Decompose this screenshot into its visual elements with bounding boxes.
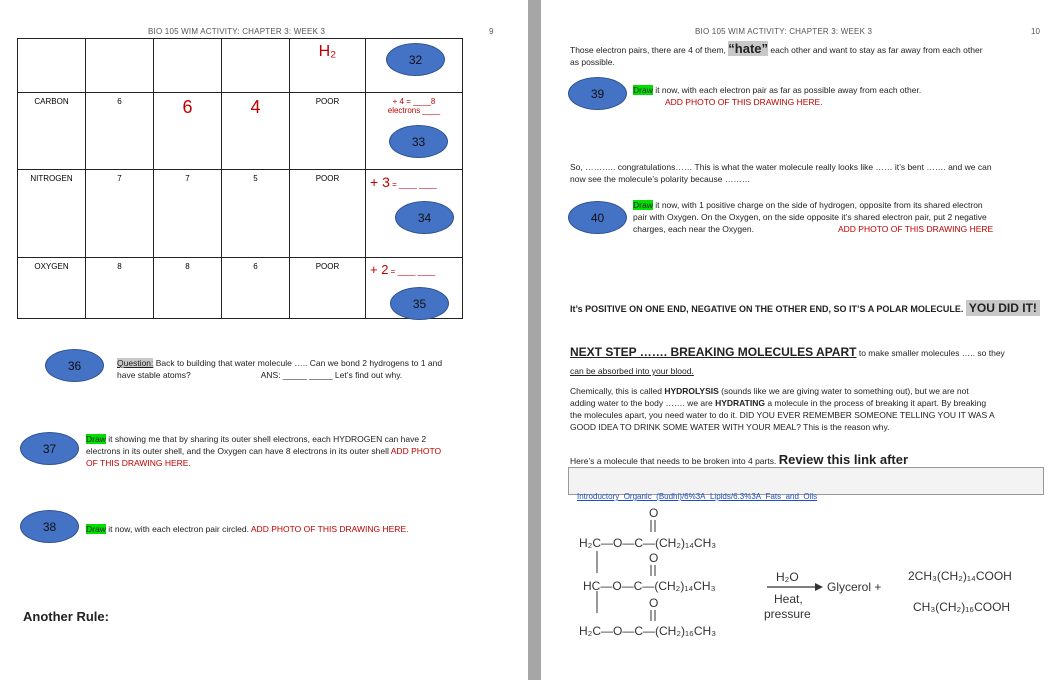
another-rule-heading: Another Rule: xyxy=(23,609,109,624)
table-cell: 7 xyxy=(154,170,222,258)
page-10 xyxy=(541,0,1059,680)
congrats-line2: now see the molecule’s polarity because ……… xyxy=(570,174,751,184)
hydrolysis-line2a: adding water to the body ……. we are xyxy=(570,398,716,408)
question-number-35: 35 xyxy=(390,287,449,320)
hate-word: “hate” xyxy=(728,41,769,56)
element-cell: OXYGEN xyxy=(18,258,86,319)
handwritten-value: 6 xyxy=(182,97,193,117)
table-cell: POOR xyxy=(290,170,366,258)
next-step-sub: to make smaller molecules ….. so they xyxy=(856,348,1005,358)
carbonyl-oxygen: O xyxy=(649,551,659,565)
question-37-line2: electrons in its outer shell, and the Oxygen can have 8 electrons in its outer shell xyxy=(86,446,391,456)
review-link-label: Review this link after xyxy=(778,452,909,467)
hydrolysis-line1a: Chemically, this is called xyxy=(570,386,665,396)
table-cell xyxy=(290,39,366,93)
question-label: Question: xyxy=(117,358,154,368)
add-photo-label: ADD PHOTO OF THIS DRAWING HERE. xyxy=(665,97,823,107)
carbonyl-oxygen: O xyxy=(649,596,659,610)
question-number-34: 34 xyxy=(395,201,454,234)
add-photo-label: ADD PHOTO xyxy=(390,446,442,456)
hydrolysis-term: HYDROLYSIS xyxy=(664,386,719,396)
question-number-39: 39 xyxy=(568,77,627,110)
table-cell xyxy=(18,39,86,93)
question-36-text xyxy=(117,357,517,381)
glycerol-product: Glycerol + xyxy=(827,580,882,594)
table-cell xyxy=(222,39,290,93)
polar-text: It’s POSITIVE ON ONE END, NEGATIVE ON THE OTHER END, SO IT’S A POLAR MOLECULE. xyxy=(570,304,964,314)
next-step-heading xyxy=(570,343,1055,379)
question-40-line3: charges, each near the Oxygen. xyxy=(633,224,754,234)
molecule-intro-text: Here’s a molecule that needs to be broken into 4 parts. xyxy=(570,456,779,466)
question-40-text xyxy=(633,199,1053,235)
table-cell: POOR xyxy=(290,93,366,170)
add-photo-label: ADD PHOTO OF THIS DRAWING HERE. xyxy=(250,524,409,534)
table-cell: POOR xyxy=(290,258,366,319)
hydrolysis-line2b: a molecule in the process of breaking it apart. By breaking xyxy=(764,398,987,408)
table-cell: 7 xyxy=(86,170,154,258)
congratulations-text xyxy=(570,161,1050,185)
arrow-head-icon xyxy=(815,583,823,591)
bond-answer: + 2 xyxy=(370,262,389,277)
table-cell xyxy=(222,93,290,170)
draw-label: Draw xyxy=(633,85,653,95)
triglyceride-row-1: H₂C—O—C—(CH₂)₁₄CH₃ xyxy=(579,536,717,550)
question-number-33: 33 xyxy=(389,125,448,158)
triglyceride-row-2: HC—O—C—(CH₂)₁₄CH₃ xyxy=(583,579,716,593)
question-39-line: it now, with each electron pair as far as possible away from each other. xyxy=(652,85,922,95)
intro-line1b: each other and want to stay as far away from each other xyxy=(768,45,983,55)
add-photo-label-cont: OF THIS DRAWING HERE. xyxy=(86,458,191,468)
question-36-line2b: ANS: _____ _____ Let’s find out why. xyxy=(260,370,403,380)
draw-label: Draw xyxy=(86,434,106,444)
question-number-40: 40 xyxy=(568,201,627,234)
page-number: 9 xyxy=(489,27,494,36)
question-37-text xyxy=(86,433,506,469)
bond-answer: + 4 = ____8 xyxy=(392,97,436,106)
page-header: BIO 105 WIM ACTIVITY: CHAPTER 3: WEEK 3 xyxy=(148,27,326,36)
heat-condition: Heat, xyxy=(774,592,803,606)
review-link[interactable]: Introductory_Organic_(Budhi)/6%3A_Lipids/6.3%3A_Fats_and_Oils xyxy=(577,492,818,501)
hydrolysis-reaction-diagram xyxy=(571,505,1051,650)
table-cell xyxy=(154,93,222,170)
water-reagent: H₂O xyxy=(776,570,799,584)
next-step-title: NEXT STEP ……. BREAKING MOLECULES APART xyxy=(570,345,857,359)
handwritten-value: 4 xyxy=(250,97,261,117)
congrats-line1: So, ……….. congratulations…… This is what the water molecule really looks like …… it’s bent ……. and we can xyxy=(570,162,992,172)
electron-pair-intro xyxy=(570,43,1050,68)
question-number-37: 37 xyxy=(20,432,79,465)
question-38-line: it now, with each electron pair circled. xyxy=(105,524,251,534)
table-cell: 8 xyxy=(154,258,222,319)
electron-table xyxy=(17,38,463,319)
intro-line2: as possible. xyxy=(570,57,615,67)
hydrolysis-line4: GOOD IDEA TO DRINK SOME WATER WITH YOUR MEAL? This is the reason why. xyxy=(570,422,890,432)
intro-line1: Those electron pairs, there are 4 of them, xyxy=(570,45,729,55)
you-did-it-badge: YOU DID IT! xyxy=(966,300,1040,316)
element-cell: NITROGEN xyxy=(18,170,86,258)
table-cell: 8 xyxy=(86,258,154,319)
table-cell: 6 xyxy=(222,258,290,319)
h2-label: H₂ xyxy=(318,43,337,60)
bond-answer-blank: = ____ ____ xyxy=(390,267,436,276)
table-cell xyxy=(154,39,222,93)
table-cell xyxy=(86,39,154,93)
question-39-text xyxy=(633,84,1053,108)
question-40-line1: it now, with 1 positive charge on the side of hydrogen, opposite from its shared electron xyxy=(652,200,983,210)
table-cell: 6 xyxy=(86,93,154,170)
question-number-38: 38 xyxy=(20,510,79,543)
page-header: BIO 105 WIM ACTIVITY: CHAPTER 3: WEEK 3 xyxy=(695,27,873,36)
fatty-acid-product-2: CH₃(CH₂)₁₆COOH xyxy=(913,600,1011,614)
fatty-acid-product-1: 2CH₃(CH₂)₁₄COOH xyxy=(908,569,1012,583)
element-cell: CARBON xyxy=(18,93,86,170)
table-cell: 5 xyxy=(222,170,290,258)
question-number-32: 32 xyxy=(386,43,445,76)
link-box[interactable] xyxy=(568,467,1044,495)
draw-label: Draw xyxy=(86,524,106,534)
question-40-line2: pair with Oxygen. On the Oxygen, on the side opposite it’s shared electron pair, put 2 negative xyxy=(633,212,987,222)
bond-answer-blank: = ____ ____ xyxy=(392,180,437,189)
question-38-text xyxy=(86,523,506,535)
pressure-condition: pressure xyxy=(764,607,811,621)
page-9 xyxy=(0,0,528,680)
question-37-line1: it showing me that by sharing its outer shell electrons, each HYDROGEN can have 2 xyxy=(105,434,427,444)
draw-label: Draw xyxy=(633,200,653,210)
bond-answer: + 3 xyxy=(370,174,390,190)
hydrating-term: HYDRATING xyxy=(715,398,765,408)
question-number-36: 36 xyxy=(45,349,104,382)
carbonyl-oxygen: O xyxy=(649,506,659,520)
hydrolysis-line3: the molecules apart, you need water to do it. DID YOU EVER REMEMBER SOMEONE TELLING YOU IT WAS A xyxy=(570,410,995,420)
hydrolysis-paragraph xyxy=(570,385,1055,433)
add-photo-label: ADD PHOTO OF THIS DRAWING HERE xyxy=(837,224,994,234)
bond-answer-unit: electrons ____ xyxy=(387,106,441,115)
question-36-line2a: have stable atoms? xyxy=(117,370,191,380)
page-number: 10 xyxy=(1031,27,1040,36)
question-36-line1: Back to building that water molecule ….. Can we bond 2 hydrogens to 1 and xyxy=(153,358,443,368)
polar-statement xyxy=(570,301,1055,315)
hydrolysis-line1b: (sounds like we are giving water to something out), but we are not xyxy=(718,386,969,396)
triglyceride-row-3: H₂C—O—C—(CH₂)₁₆CH₃ xyxy=(579,624,717,638)
next-step-sub2: can be absorbed into your blood. xyxy=(570,366,694,376)
